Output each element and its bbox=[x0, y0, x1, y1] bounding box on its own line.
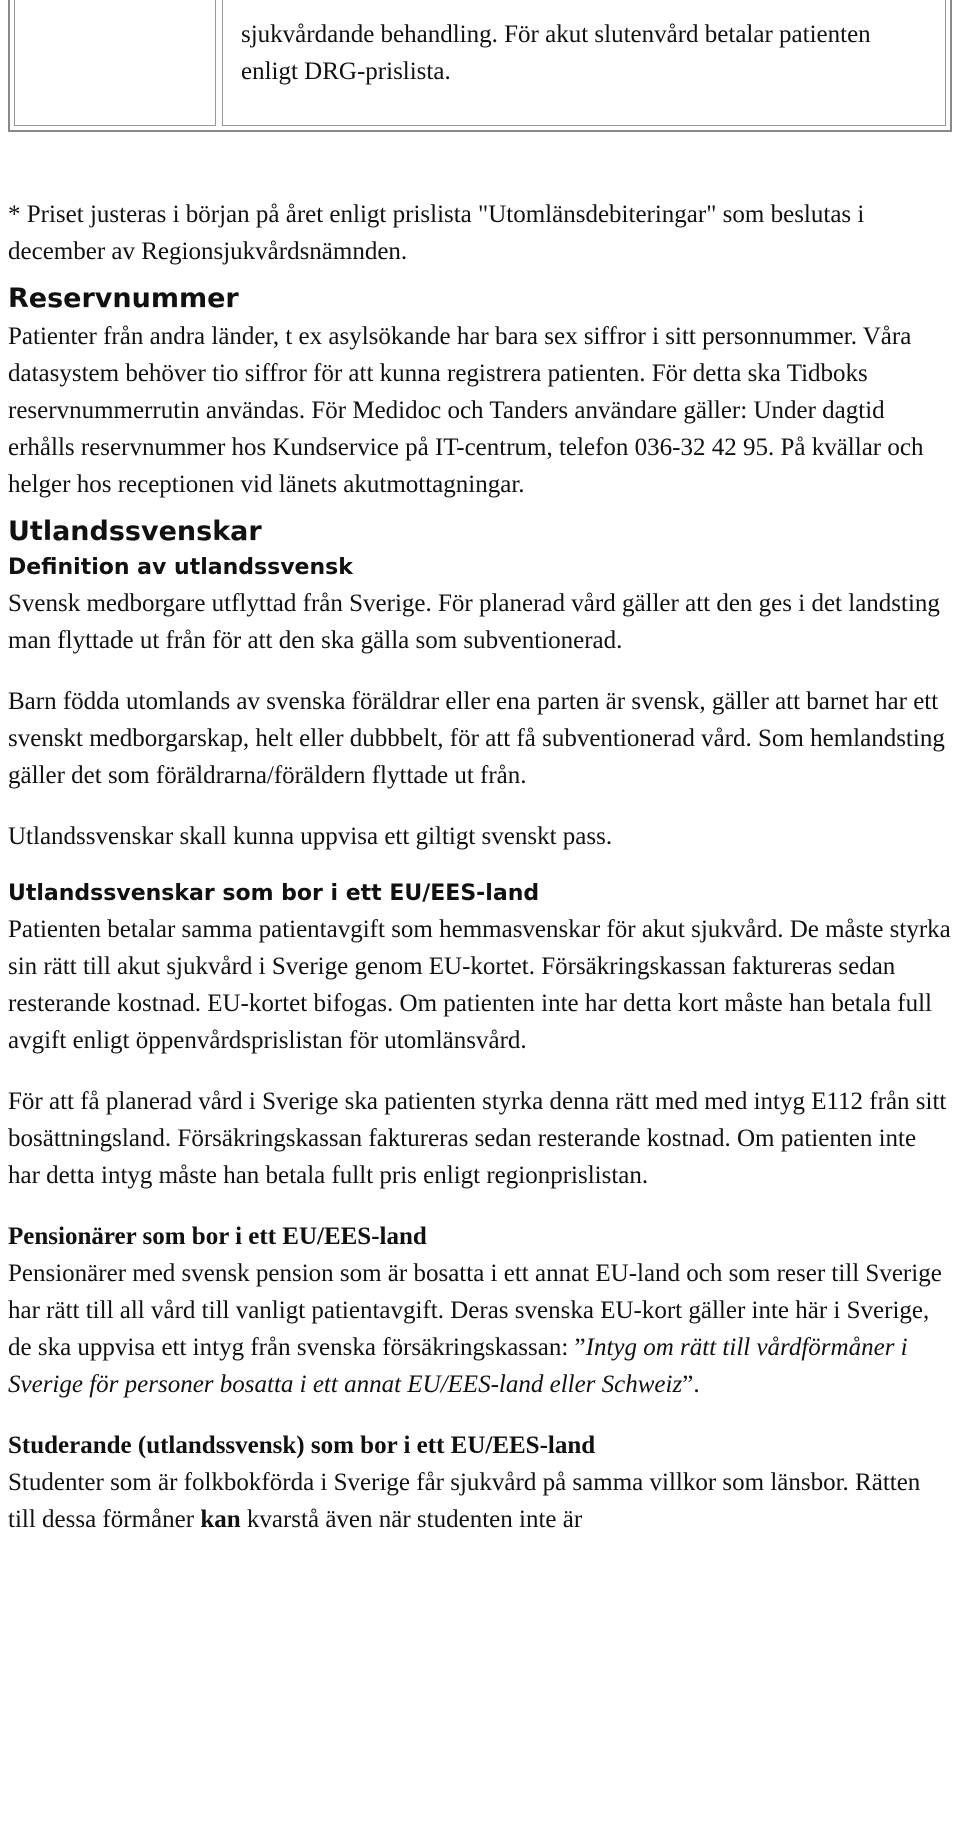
table-cell-empty bbox=[14, 0, 216, 126]
subheading-definition: Definition av utlandssvensk bbox=[8, 555, 353, 580]
table-cell-text: sjukvårdande behandling. För akut slutenvård betalar patienten enligt DRG-prislista. bbox=[241, 21, 871, 85]
studerande-text: Studenter som är folkbokförda i Sverige får sjukvård på samma villkor som länsbor. Rätten till dessa förmåner kan kvarstå även när studenten inte är bbox=[8, 1469, 921, 1533]
document-body bbox=[8, 196, 952, 1538]
heading-reservnummer: Reservnummer bbox=[8, 283, 239, 314]
price-note: * Priset justeras i början på året enligt prislista "Utomlänsdebiteringar" som beslutas i december av Regionsjukvårdsnämnden. bbox=[8, 201, 865, 265]
pensionarer-text: Pensionärer med svensk pension som är bosatta i ett annat EU-land och som reser till Sverige har rätt till all vård till vanligt patientavgift. Deras svenska EU-kort gäller inte här i Sverige, de ska uppvisa ett intyg från svenska försäkringskassan: ”Intyg om rätt till vårdförmåner i Sverige för personer bosatta i ett annat EU/EES-land eller Schweiz”. bbox=[8, 1260, 942, 1398]
table-cell bbox=[222, 0, 946, 126]
eu-ees-paragraph-1: Patienten betalar samma patientavgift som hemmasvenskar för akut sjukvård. De måste styrka sin rätt till akut sjukvård i Sverige genom EU-kortet. Försäkringskassan faktureras sedan resterande kostnad. EU-kortet bifogas. Om patienten inte har detta kort måste han betala full avgift enligt öppenvårdsprislistan för utomlänsvård. bbox=[8, 916, 951, 1054]
table-fragment bbox=[8, 0, 952, 132]
intyg-title: Intyg om rätt till vårdförmåner i Sverige för personer bosatta i ett annat EU/EES-land eller Schweiz bbox=[8, 1334, 908, 1398]
heading-studerande: Studerande (utlandssvensk) som bor i ett EU/EES-land bbox=[8, 1432, 596, 1459]
utlandssvenskar-paragraph-3: Utlandssvenskar skall kunna uppvisa ett giltigt svenskt pass. bbox=[8, 823, 613, 850]
heading-eu-ees: Utlandssvenskar som bor i ett EU/EES-land bbox=[8, 881, 540, 906]
heading-pensionarer: Pensionärer som bor i ett EU/EES-land bbox=[8, 1223, 427, 1250]
eu-ees-paragraph-2: För att få planerad vård i Sverige ska patienten styrka denna rätt med med intyg E112 från sitt bosättningsland. Försäkringskassan faktureras sedan resterande kostnad. Om patienten inte har detta intyg måste han betala fullt pris enligt regionprislistan. bbox=[8, 1088, 947, 1189]
utlandssvenskar-paragraph-1: Svensk medborgare utflyttad från Sverige. För planerad vård gäller att den ges i det landsting man flyttade ut från för att den ska gälla som subventionerad. bbox=[8, 590, 940, 654]
utlandssvenskar-paragraph-2: Barn födda utomlands av svenska föräldrar eller ena parten är svensk, gäller att barnet har ett svenskt medborgarskap, helt eller dubbbelt, för att få subventionerad vård. Som hemlandsting gäller det som föräldrarna/föräldern flyttade ut från. bbox=[8, 688, 945, 789]
reservnummer-text: Patienter från andra länder, t ex asylsökande har bara sex siffror i sitt personnummer. Våra datasystem behöver tio siffror för att kunna registrera patienten. För detta ska Tidboks reservnummerrutin användas. För Medidoc och Tanders användare gäller: Under dagtid erhålls reservnummer hos Kundservice på IT-centrum, telefon 036-32 42 95. På kvällar och helger hos receptionen vid länets akutmottagningar. bbox=[8, 323, 924, 498]
heading-utlandssvenskar: Utlandssvenskar bbox=[8, 516, 262, 547]
